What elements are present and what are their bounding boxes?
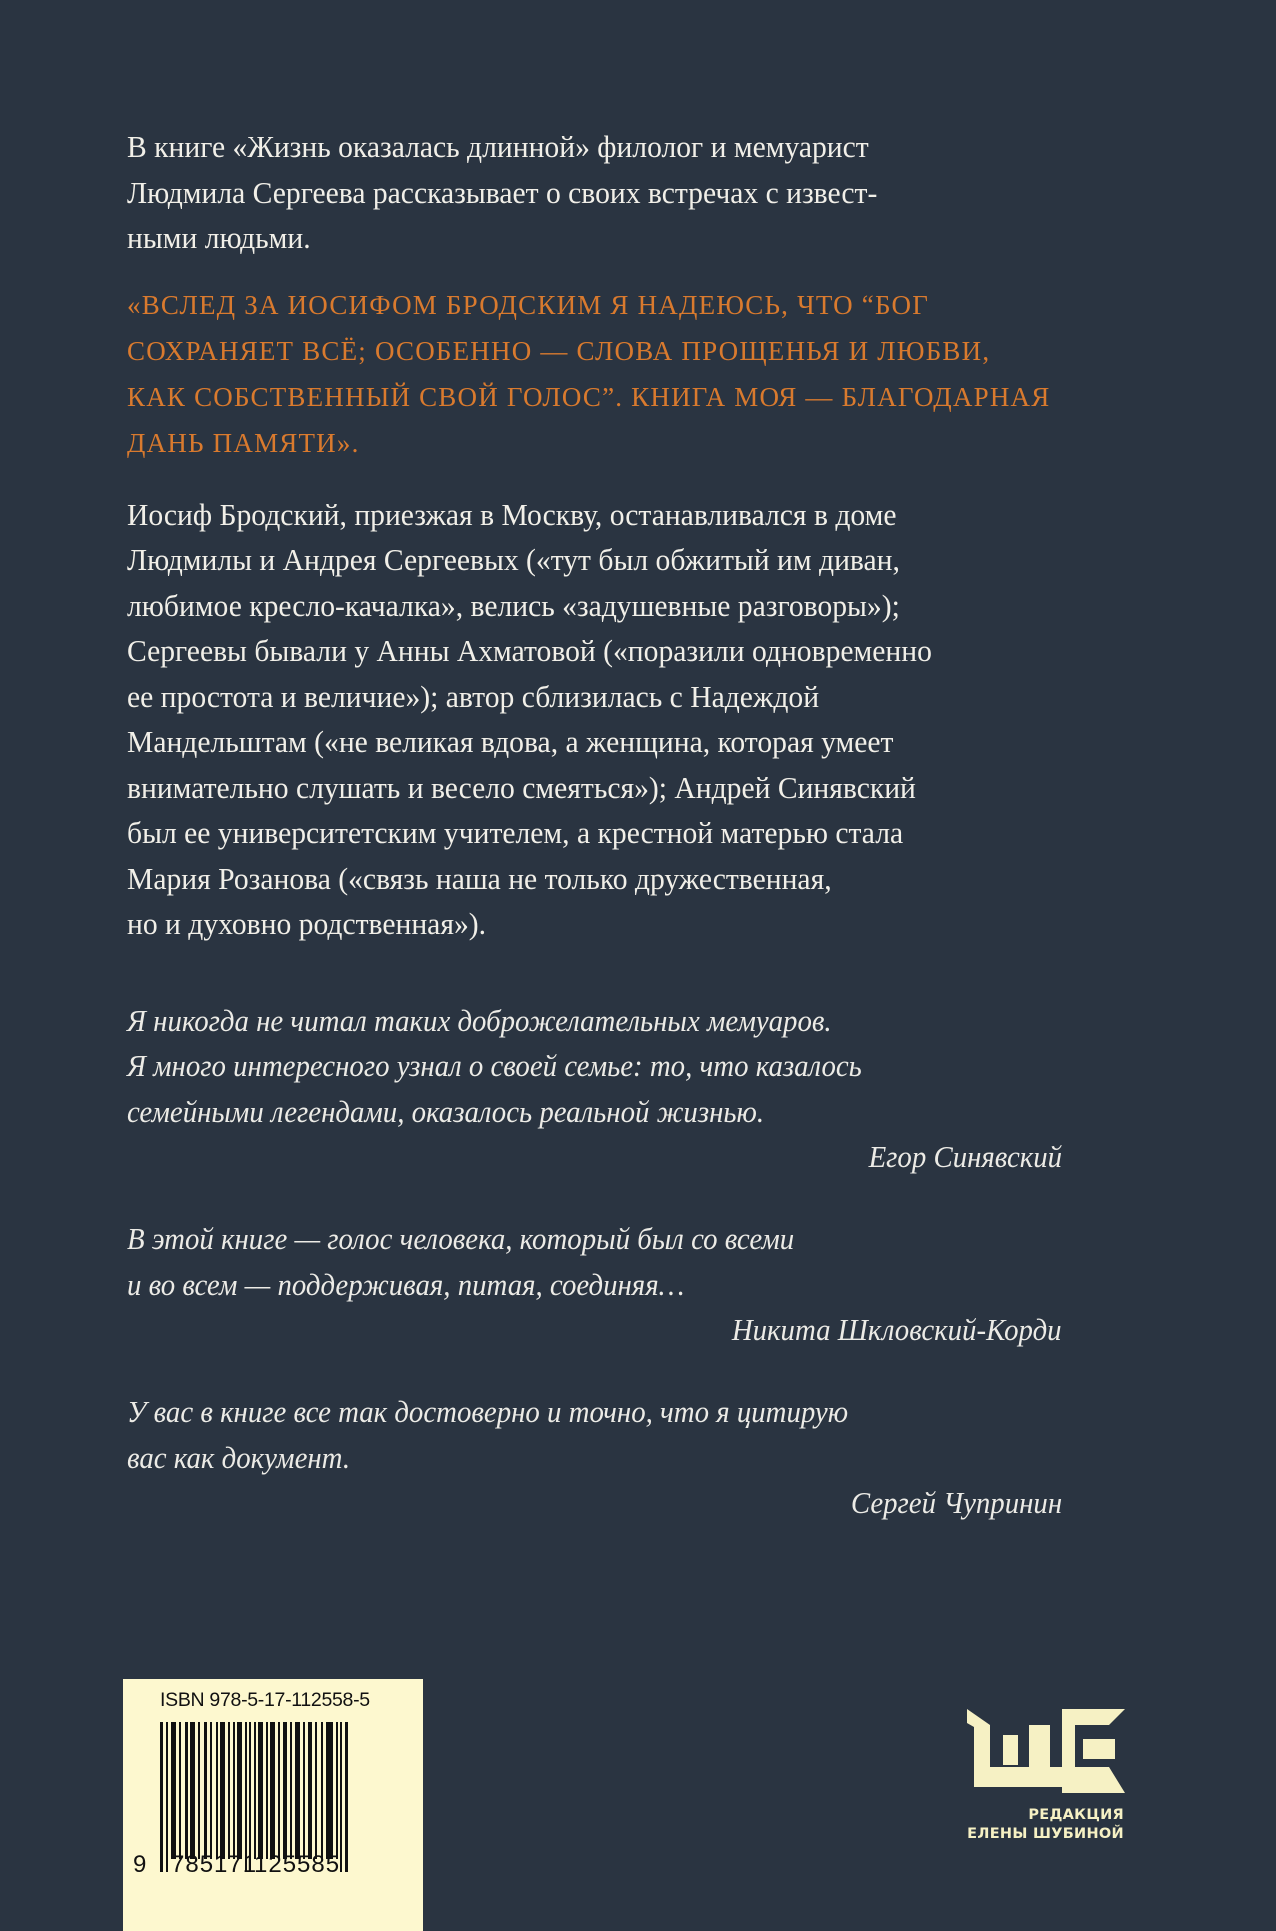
pull-quote-line: КАК СОБСТВЕННЫЙ СВОЙ ГОЛОС”. КНИГА МОЯ — БЛАГОДАРНАЯ (127, 382, 1051, 412)
description-line: был ее университетским учителем, а крестной матерью стала (127, 815, 904, 850)
review-line: У вас в книге все так достоверно и точно, что я цитирую (127, 1394, 849, 1429)
description-line: Мария Розанова («связь наша не только дружественная, (127, 861, 832, 896)
intro-line: Людмила Сергеева рассказывает о своих встречах с извест- (127, 175, 878, 210)
review-line: Я много интересного узнал о своей семье: то, что казалось (127, 1048, 862, 1083)
description-line: ее простота и величие»); автор сблизилась с Надеждой (127, 679, 820, 714)
pull-quote-line: «ВСЛЕД ЗА ИОСИФОМ БРОДСКИМ Я НАДЕЮСЬ, ЧТО “БОГ (127, 290, 930, 320)
description-line: Иосиф Бродский, приезжая в Москву, останавливался в доме (127, 497, 897, 532)
ean-first-digit: 9 (133, 1851, 148, 1878)
review-author: Никита Шкловский-Корди (732, 1312, 1062, 1347)
description-line: но и духовно родственная»). (127, 906, 487, 941)
publisher-name (967, 1806, 1124, 1844)
review-line: и во всем — поддерживая, питая, соединяя… (127, 1267, 685, 1302)
review-line: Я никогда не читал таких доброжелательных мемуаров. (127, 1003, 832, 1038)
publisher-name-line2: ЕЛЕНЫ ШУБИНОЙ (967, 1826, 1124, 1842)
pull-quote-line: СОХРАНЯЕТ ВСЁ; ОСОБЕННО — СЛОВА ПРОЩЕНЬЯ И ЛЮБВИ, (127, 336, 991, 366)
barcode-icon (123, 1679, 423, 1879)
description-line: внимательно слушать и весело смеяться»); Андрей Синявский (127, 770, 916, 805)
intro-line: ными людьми. (127, 220, 311, 255)
review-author: Егор Синявский (868, 1139, 1062, 1174)
isbn-barcode-panel (123, 1679, 423, 1931)
description-line: Сергеевы бывали у Анны Ахматовой («поразили одновременно (127, 633, 932, 668)
review-author: Сергей Чупринин (850, 1485, 1062, 1520)
publisher-name-line1: РЕДАКЦИЯ (1028, 1807, 1124, 1823)
isbn-label: ISBN 978-5-17-112558-5 (160, 1689, 370, 1711)
shubina-logo-icon (965, 1705, 1127, 1800)
review-line: В этой книге — голос человека, который был со всеми (127, 1221, 795, 1256)
pull-quote-line: ДАНЬ ПАМЯТИ». (127, 428, 360, 458)
ean-right-digits: 125585 (254, 1851, 341, 1878)
description-line: любимое кресло-качалка», велись «задушевные разговоры»); (127, 588, 900, 623)
review-line: вас как документ. (127, 1440, 351, 1475)
description-line: Мандельштам («не великая вдова, а женщина, которая умеет (127, 724, 894, 759)
intro-line: В книге «Жизнь оказалась длинной» филолог и мемуарист (127, 129, 869, 164)
ean-left-digits: 785171 (171, 1851, 258, 1878)
review-line: семейными легендами, оказалось реальной жизнью. (127, 1094, 765, 1129)
description-line: Людмилы и Андрея Сергеевых («тут был обжитый им диван, (127, 542, 900, 577)
